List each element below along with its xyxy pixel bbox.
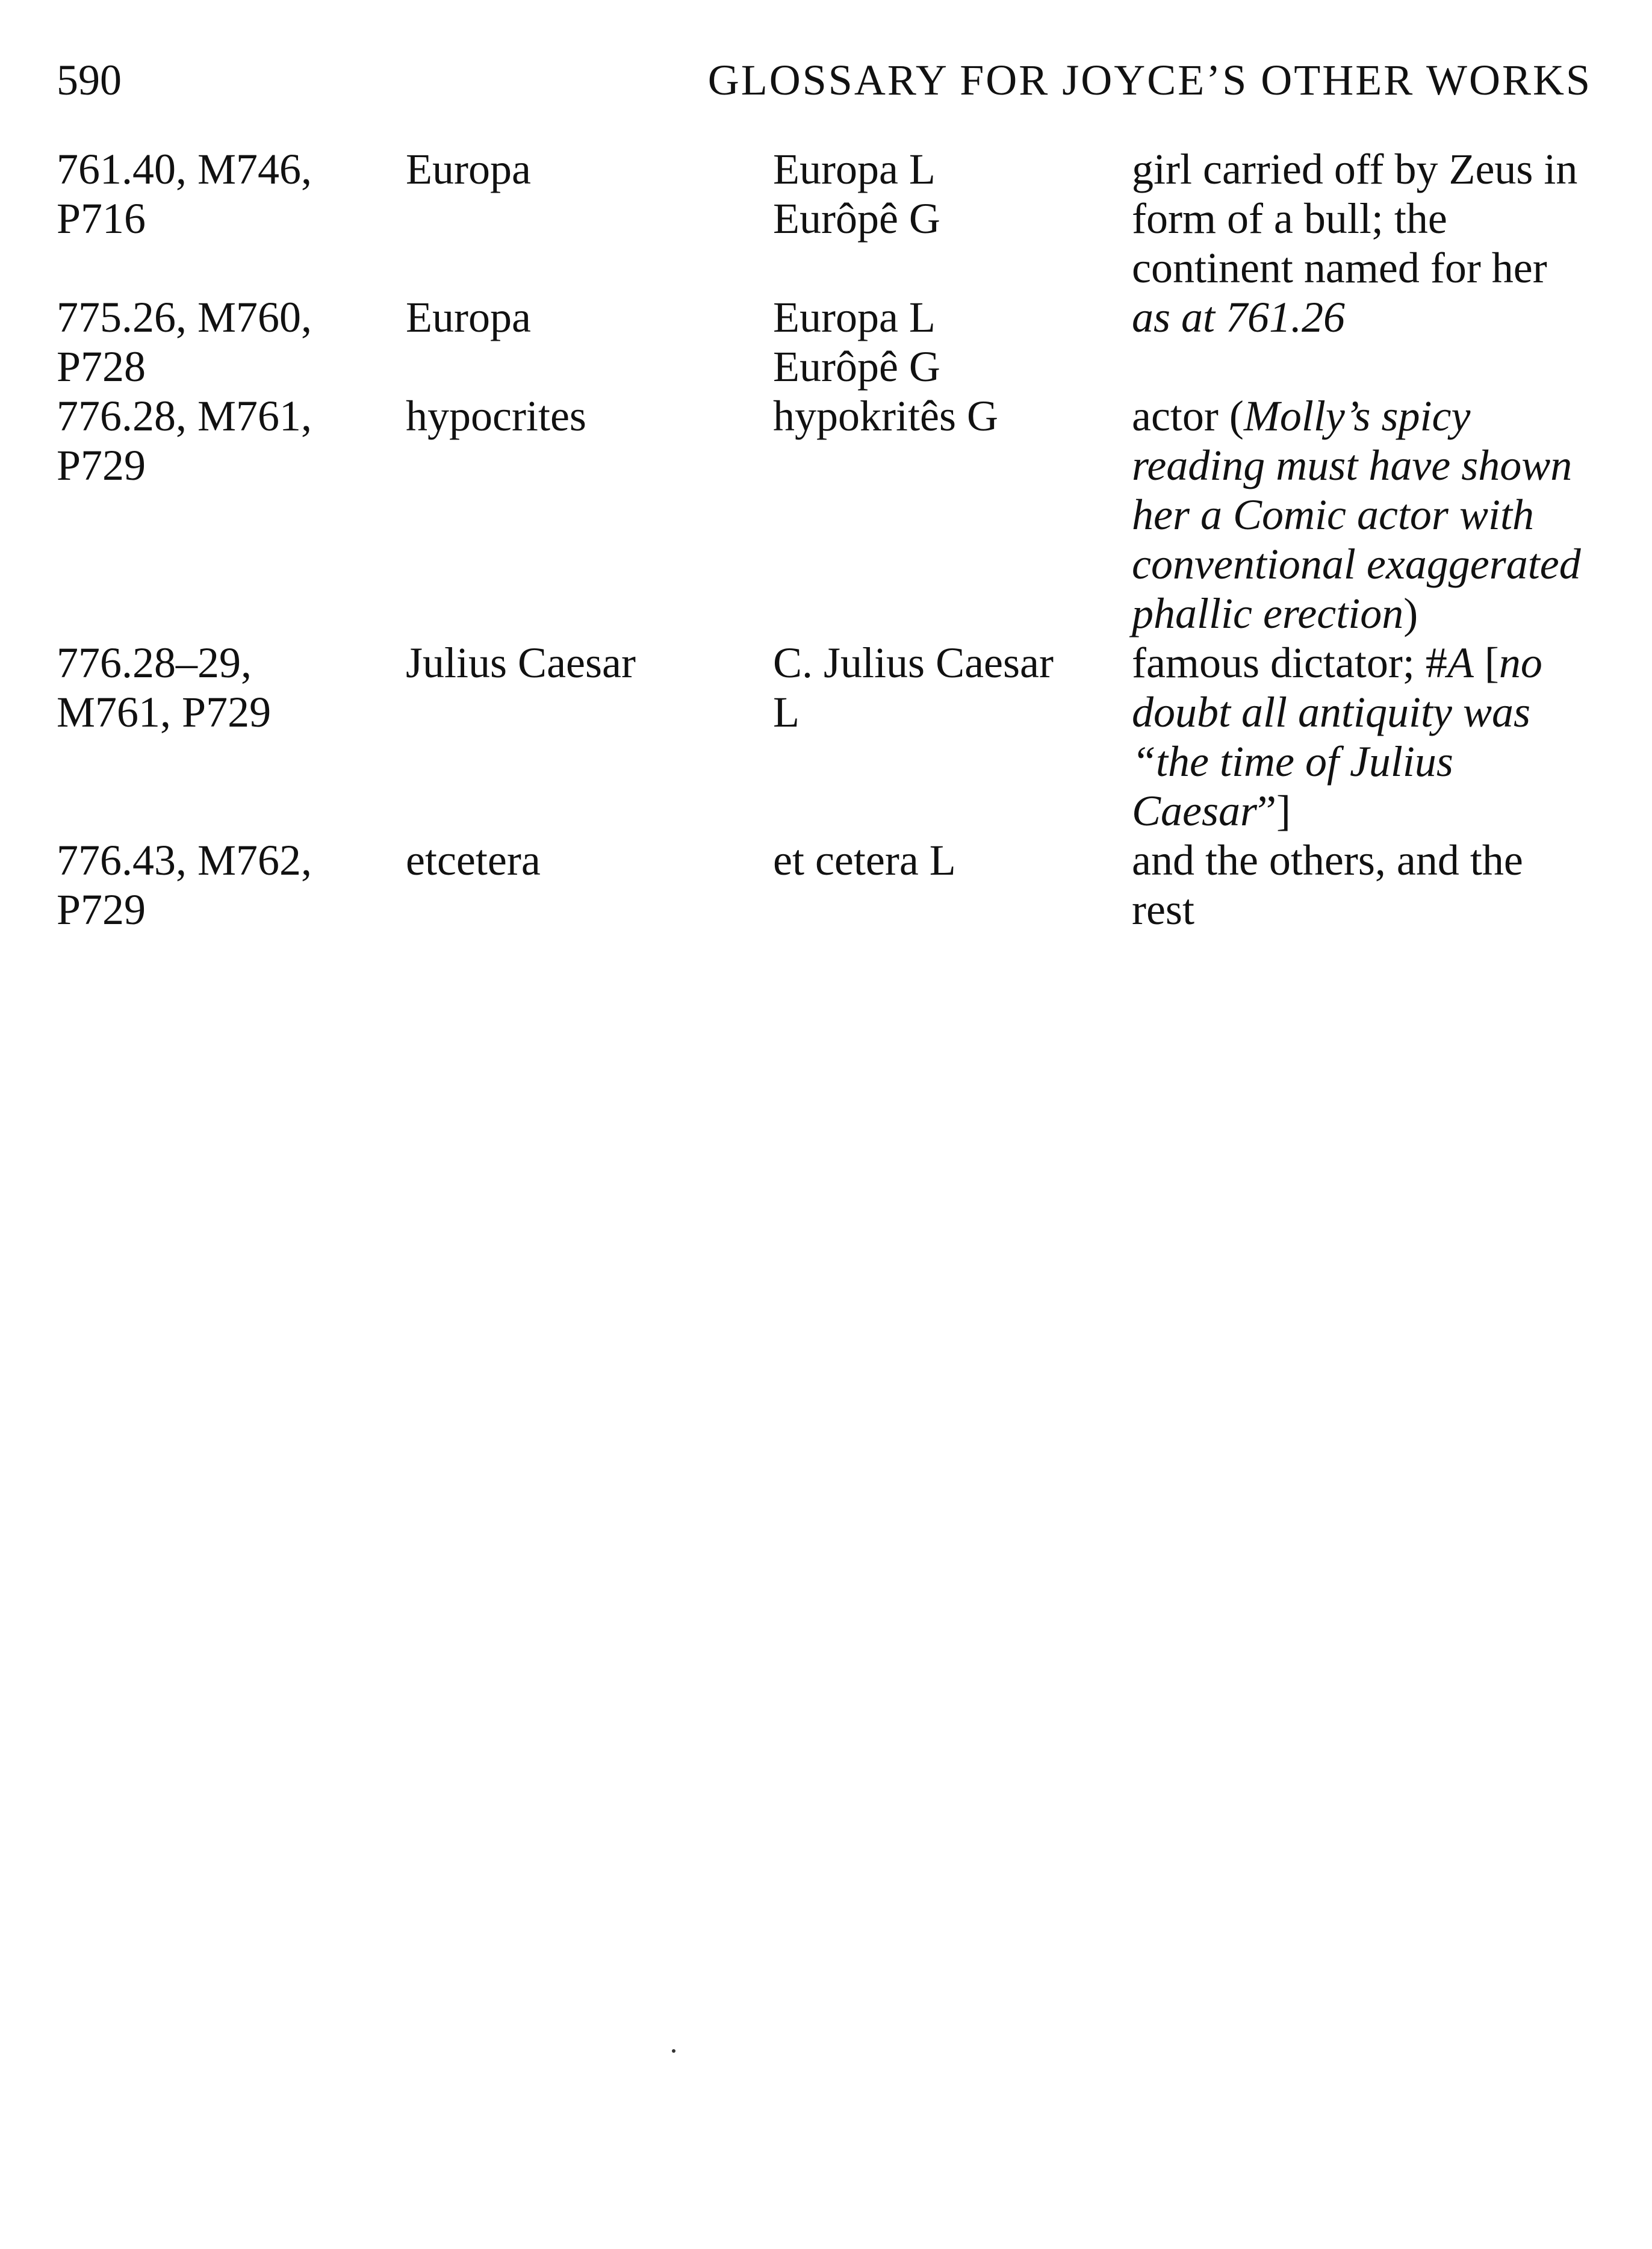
entry-reference: 761.40, M746, P716: [57, 145, 312, 243]
entry-word: Europa: [406, 145, 531, 193]
gloss-segment: Molly’s spicy reading must have shown her a Comic actor with conventional exaggerated phallic erection: [1132, 392, 1581, 637]
ink-speck: [672, 2049, 675, 2053]
entry-source: et cetera L: [773, 836, 956, 884]
entry-gloss: [1132, 144, 1595, 293]
glossary-entry: [57, 293, 1622, 391]
entry-reference: 776.28–29, M761, P729: [57, 639, 272, 736]
entry-word: Europa: [406, 293, 531, 341]
glossary-entry: [57, 836, 1622, 934]
entry-source: C. Julius Caesar L: [773, 639, 1054, 736]
page-header: [57, 53, 1592, 107]
entry-gloss: [1132, 391, 1595, 638]
gloss-segment: girl carried off by Zeus in form of a bull; the continent named for her: [1132, 145, 1578, 292]
entry-gloss: [1132, 638, 1595, 836]
entry-gloss: [1132, 293, 1595, 391]
gloss-segment: ): [1403, 589, 1418, 637]
page-number: 590: [57, 56, 122, 104]
gloss-segment: no doubt all antiquity was “the time of Julius Caesar: [1132, 639, 1542, 835]
glossary-entry: [57, 144, 1622, 293]
entry-word: hypocrites: [406, 392, 586, 440]
entry-source: Europa L Eurôpê G: [773, 145, 940, 243]
entry-word: etcetera: [406, 836, 541, 884]
gloss-segment: ”]: [1257, 787, 1291, 835]
gloss-segment: and the others, and the rest: [1132, 836, 1523, 934]
glossary-table: [57, 144, 1622, 934]
running-head: GLOSSARY FOR JOYCE’S OTHER WORKS: [707, 56, 1592, 104]
entry-reference: 775.26, M760, P728: [57, 293, 312, 391]
gloss-segment: actor (: [1132, 392, 1244, 440]
gloss-segment: famous dictator; #: [1132, 639, 1447, 687]
glossary-entry: [57, 391, 1622, 638]
entry-gloss: [1132, 836, 1595, 934]
entry-reference: 776.28, M761, P729: [57, 392, 312, 489]
gloss-segment: A: [1447, 639, 1474, 687]
glossary-entry: [57, 638, 1622, 836]
entry-source: Europa L Eurôpê G: [773, 293, 940, 391]
gloss-segment: [: [1473, 639, 1499, 687]
entry-source: hypokritês G: [773, 392, 998, 440]
entry-reference: 776.43, M762, P729: [57, 836, 312, 934]
gloss-segment: as at 761.26: [1132, 293, 1346, 341]
entry-word: Julius Caesar: [406, 639, 636, 687]
